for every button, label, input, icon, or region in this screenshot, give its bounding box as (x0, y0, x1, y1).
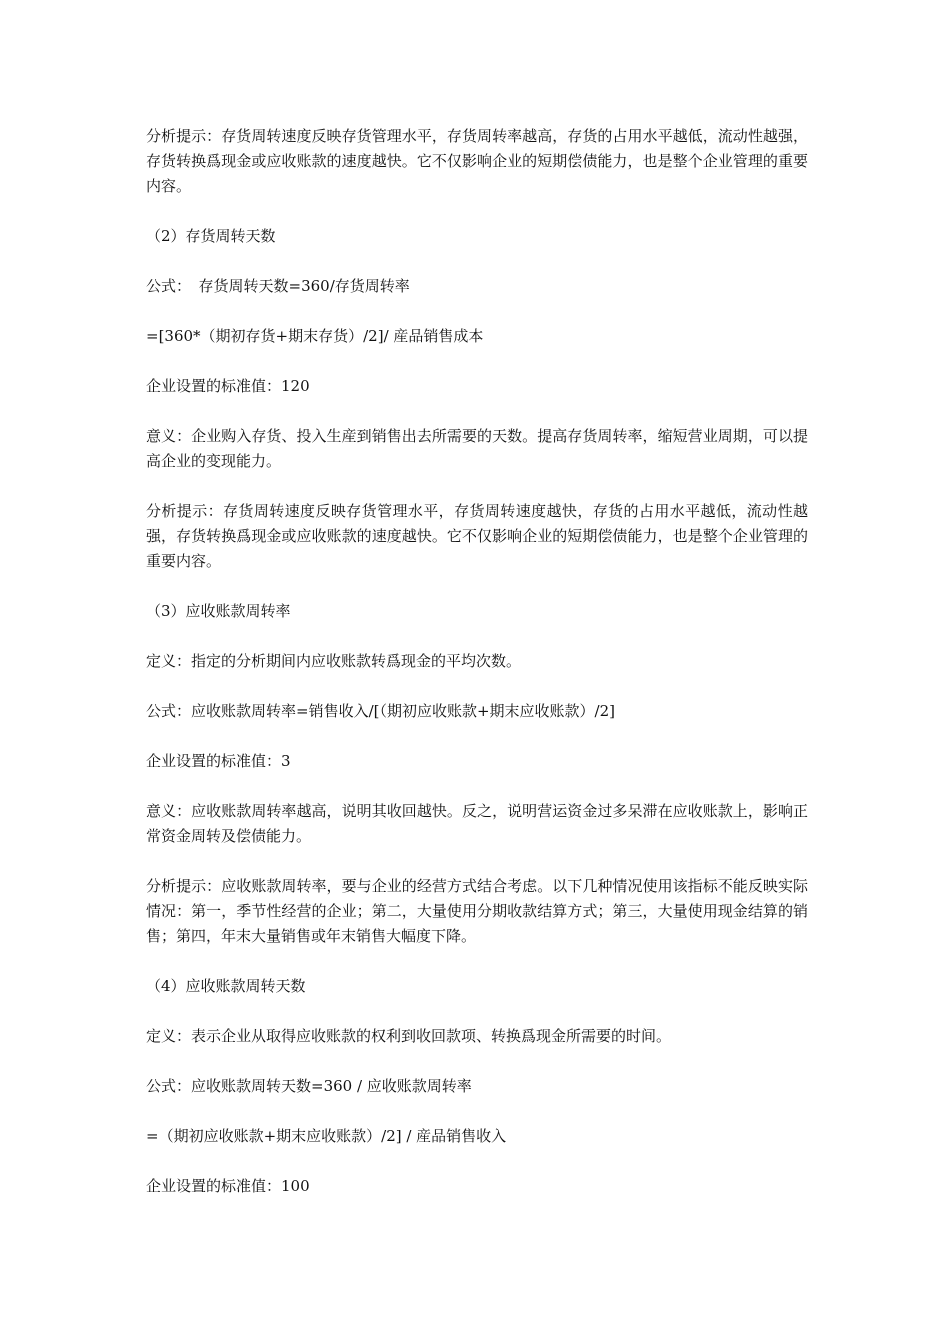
paragraph-standard-value-inventory-days: 企业设置的标准值：120 (146, 377, 310, 395)
paragraph-formula-inventory-days-expanded: =[360*（期初存货+期末存货）/2]/ 産品销售成本 (146, 327, 484, 345)
paragraph-analysis-hint-receivables-rate: 分析提示：应收账款周转率，要与企业的经营方式结合考虑。以下几种情况使用该指标不能反映实际情况：第一，季节性经营的企业；第二，大量使用分期收款结算方式；第三，大量使用现金结算的销售；第四，年末大量销售或年末销售大幅度下降。 (146, 877, 808, 945)
document-body (146, 124, 808, 1224)
paragraph-meaning-inventory-days: 意义：企业购入存货、投入生産到销售出去所需要的天数。提高存货周转率，缩短营业周期，可以提高企业的变现能力。 (146, 427, 808, 470)
paragraph-formula-receivables-days: 公式：应收账款周转天数=360 / 应收账款周转率 (146, 1077, 472, 1095)
heading-receivables-turnover-days: （4）应收账款周转天数 (146, 977, 306, 995)
heading-inventory-turnover-days: （2）存货周转天数 (146, 227, 276, 245)
paragraph-standard-value-receivables-rate: 企业设置的标准值：3 (146, 752, 291, 770)
paragraph-standard-value-receivables-days: 企业设置的标准值：100 (146, 1177, 310, 1195)
paragraph-formula-receivables-rate: 公式：应收账款周转率=销售收入/[（期初应收账款+期末应收账款）/2] (146, 702, 615, 720)
paragraph-definition-receivables-days: 定义：表示企业从取得应收账款的权利到收回款项、转换爲现金所需要的时间。 (146, 1027, 672, 1045)
paragraph-analysis-hint-inventory-days: 分析提示：存货周转速度反映存货管理水平，存货周转速度越快，存货的占用水平越低，流动性越强，存货转换爲现金或应收账款的速度越快。它不仅影响企业的短期偿债能力，也是整个企业管理的重要内容。 (146, 502, 808, 570)
paragraph-formula-inventory-days: 公式： 存货周转天数=360/存货周转率 (146, 277, 410, 295)
paragraph-meaning-receivables-rate: 意义：应收账款周转率越高，说明其收回越快。反之，说明营运资金过多呆滞在应收账款上，影响正常资金周转及偿债能力。 (146, 802, 808, 845)
heading-receivables-turnover-rate: （3）应收账款周转率 (146, 602, 291, 620)
paragraph-analysis-hint-inventory-rate: 分析提示：存货周转速度反映存货管理水平，存货周转率越高，存货的占用水平越低，流动性越强，存货转换爲现金或应收账款的速度越快。它不仅影响企业的短期偿债能力，也是整个企业管理的重要内容。 (146, 127, 808, 195)
paragraph-definition-receivables-rate: 定义：指定的分析期间内应收账款转爲现金的平均次数。 (146, 652, 522, 670)
paragraph-formula-receivables-days-expanded: =（期初应收账款+期末应收账款）/2] / 産品销售收入 (146, 1127, 507, 1145)
